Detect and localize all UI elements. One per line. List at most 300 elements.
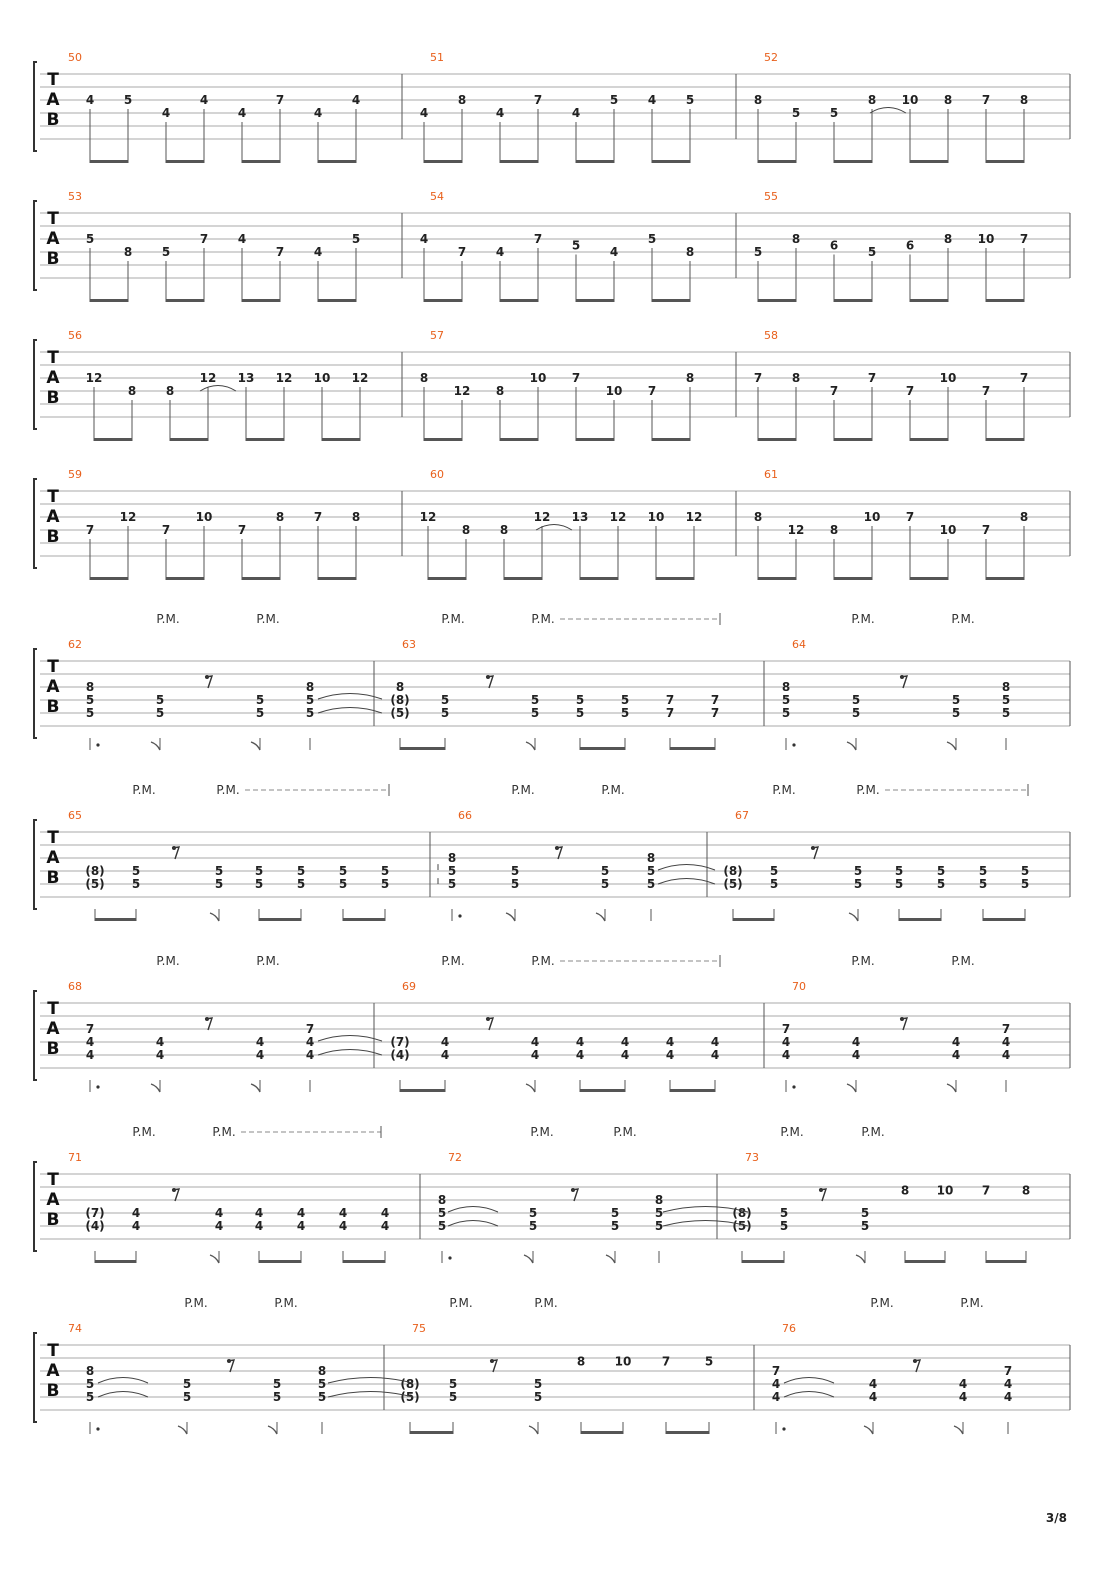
- fret-number: 7: [457, 245, 467, 259]
- fret-number: 5: [338, 864, 348, 878]
- tie-arc: [318, 708, 382, 714]
- fret-number: 5: [600, 877, 610, 891]
- fret-number: 7: [1019, 371, 1029, 385]
- fret-number: 7: [665, 706, 675, 720]
- fret-number: 4: [951, 1048, 961, 1062]
- note-beam: [758, 577, 796, 580]
- measure-number: 54: [430, 190, 444, 203]
- fret-number: 7: [829, 384, 839, 398]
- fret-number: (5): [85, 877, 105, 891]
- fret-number: 4: [1001, 1048, 1011, 1062]
- fret-number: 4: [571, 106, 581, 120]
- note-beam: [670, 747, 715, 750]
- fret-number: 5: [305, 693, 315, 707]
- fret-number: 10: [614, 1354, 632, 1369]
- fret-number: 5: [575, 693, 585, 707]
- system-bracket: [34, 62, 37, 151]
- fret-number: 4: [351, 93, 361, 107]
- palm-mute-marker: P.M.: [960, 1296, 984, 1310]
- fret-number: 8: [437, 1193, 447, 1207]
- tab-clef-letter: B: [46, 1210, 60, 1230]
- note-flag: [506, 913, 515, 921]
- fret-number: 4: [254, 1206, 264, 1220]
- fret-number: (4): [390, 1048, 410, 1062]
- fret-number: 5: [254, 864, 264, 878]
- fret-number: 5: [85, 1390, 95, 1404]
- note-beam: [652, 160, 690, 163]
- palm-mute-marker: P.M.: [530, 1125, 554, 1139]
- fret-number: 4: [237, 232, 247, 246]
- fret-number: 5: [791, 106, 801, 120]
- fret-number: 8: [447, 851, 457, 865]
- fret-number: 4: [338, 1219, 348, 1233]
- fret-number: 5: [440, 693, 450, 707]
- fret-number: 5: [214, 864, 224, 878]
- fret-number: 4: [255, 1035, 265, 1049]
- tab-clef-letter: T: [47, 999, 59, 1019]
- fret-number: 5: [646, 864, 656, 878]
- tie-arc: [870, 108, 906, 114]
- fret-number: 5: [317, 1390, 327, 1404]
- note-beam: [834, 577, 872, 580]
- palm-mute-marker: P.M.: [511, 783, 535, 797]
- dotted-note: [458, 914, 461, 917]
- fret-number: 4: [85, 1048, 95, 1062]
- fret-number: 4: [958, 1390, 968, 1404]
- palm-mute-marker: P.M.: [274, 1296, 298, 1310]
- note-beam: [986, 577, 1024, 580]
- note-beam: [343, 1260, 385, 1263]
- fret-number: 4: [609, 245, 619, 259]
- fret-number: 4: [1001, 1035, 1011, 1049]
- note-beam: [834, 438, 872, 441]
- fret-number: 4: [214, 1219, 224, 1233]
- note-beam: [166, 160, 204, 163]
- fret-number: 8: [753, 510, 763, 524]
- fret-number: 5: [528, 1206, 538, 1220]
- fret-number: 5: [620, 706, 630, 720]
- measure-number: 50: [68, 51, 82, 64]
- note-flag: [524, 1255, 533, 1263]
- palm-mute-marker: P.M.: [851, 954, 875, 968]
- fret-number: (5): [400, 1390, 420, 1404]
- fret-number: 10: [863, 510, 881, 524]
- note-beam: [576, 160, 614, 163]
- fret-number: 5: [317, 1377, 327, 1391]
- fret-number: 8: [791, 232, 801, 246]
- fret-number: 7: [665, 693, 675, 707]
- fret-number: (7): [390, 1035, 410, 1049]
- fret-number: 5: [272, 1377, 282, 1391]
- fret-number: (8): [400, 1377, 420, 1391]
- fret-number: 4: [85, 93, 95, 107]
- fret-number: 5: [161, 245, 171, 259]
- fret-number: 4: [575, 1048, 585, 1062]
- measure-number: 72: [448, 1151, 462, 1164]
- fret-number: 7: [661, 1354, 671, 1369]
- fret-number: 4: [620, 1035, 630, 1049]
- fret-number: 5: [437, 1219, 447, 1233]
- fret-number: 8: [305, 680, 315, 694]
- fret-number: 4: [237, 106, 247, 120]
- tab-clef-letter: B: [46, 110, 60, 130]
- fret-number: (5): [732, 1219, 752, 1233]
- note-beam: [318, 577, 356, 580]
- measure-number: 59: [68, 468, 82, 481]
- fret-number: 5: [978, 864, 988, 878]
- fret-number: 5: [769, 864, 779, 878]
- note-flag: [954, 1426, 963, 1434]
- fret-number: 10: [647, 510, 665, 524]
- note-beam: [500, 160, 538, 163]
- tab-clef-letter: T: [47, 1170, 59, 1190]
- fret-number: 4: [338, 1206, 348, 1220]
- fret-number: 5: [620, 693, 630, 707]
- fret-number: 5: [936, 864, 946, 878]
- note-beam: [742, 1260, 784, 1263]
- fret-number: 5: [85, 706, 95, 720]
- fret-number: 5: [155, 693, 165, 707]
- note-beam: [581, 1431, 623, 1434]
- fret-number: 7: [237, 523, 247, 537]
- palm-mute-marker: P.M.: [132, 1125, 156, 1139]
- fret-number: 5: [437, 1206, 447, 1220]
- fret-number: 6: [905, 238, 915, 253]
- fret-number: 7: [533, 232, 543, 246]
- dotted-note: [782, 1427, 785, 1430]
- fret-number: 5: [533, 1377, 543, 1391]
- fret-number: 4: [530, 1035, 540, 1049]
- note-beam: [910, 438, 948, 441]
- fret-number: 5: [530, 706, 540, 720]
- tab-clef-letter: A: [46, 1190, 60, 1210]
- system-bracket: [34, 1333, 37, 1422]
- fret-number: 12: [199, 371, 217, 385]
- fret-number: 8: [576, 1354, 586, 1369]
- fret-number: 4: [305, 1035, 315, 1049]
- fret-number: 12: [275, 371, 293, 385]
- tab-clef-letter: B: [46, 388, 60, 408]
- note-beam: [95, 918, 136, 921]
- fret-number: 4: [951, 1035, 961, 1049]
- palm-mute-marker: P.M.: [856, 783, 880, 797]
- fret-number: 5: [867, 245, 877, 259]
- fret-number: 5: [571, 238, 581, 253]
- note-beam: [910, 299, 948, 302]
- fret-number: 4: [131, 1206, 141, 1220]
- fret-number: (5): [723, 877, 743, 891]
- fret-number: 4: [199, 93, 209, 107]
- fret-number: 6: [829, 238, 839, 253]
- note-beam: [576, 299, 614, 302]
- note-flag: [596, 913, 605, 921]
- fret-number: 4: [575, 1035, 585, 1049]
- tab-clef-letter: T: [47, 348, 59, 368]
- fret-number: 4: [440, 1048, 450, 1062]
- fret-number: 4: [665, 1035, 675, 1049]
- fret-number: 5: [85, 693, 95, 707]
- note-flag: [947, 1084, 956, 1092]
- tie-arc: [98, 1392, 148, 1398]
- fret-number: 4: [313, 245, 323, 259]
- tab-clef-letter: T: [47, 487, 59, 507]
- fret-number: 5: [510, 864, 520, 878]
- tab-clef-letter: B: [46, 868, 60, 888]
- note-flag: [947, 742, 956, 750]
- fret-number: 8: [1001, 680, 1011, 694]
- note-beam: [424, 299, 462, 302]
- fret-number: 7: [275, 245, 285, 259]
- fret-number: 4: [868, 1377, 878, 1391]
- fret-number: 5: [214, 877, 224, 891]
- note-beam: [259, 1260, 301, 1263]
- fret-number: 5: [533, 1390, 543, 1404]
- tab-clef-letter: A: [46, 368, 60, 388]
- system-bracket: [34, 340, 37, 429]
- fret-number: 4: [419, 106, 429, 120]
- tab-clef-letter: T: [47, 209, 59, 229]
- fret-number: 8: [85, 1364, 95, 1378]
- fret-number: 5: [85, 232, 95, 246]
- page-number: 3/8: [1045, 1511, 1067, 1525]
- fret-number: 4: [419, 232, 429, 246]
- palm-mute-marker: P.M.: [449, 1296, 473, 1310]
- palm-mute-marker: P.M.: [531, 612, 555, 626]
- note-beam: [343, 918, 385, 921]
- palm-mute-marker: P.M.: [132, 783, 156, 797]
- fret-number: 8: [943, 232, 953, 246]
- note-flag: [849, 913, 858, 921]
- note-flag: [864, 1426, 873, 1434]
- tie-arc: [318, 1050, 382, 1056]
- fret-number: 4: [296, 1206, 306, 1220]
- fret-number: 5: [851, 693, 861, 707]
- tie-arc: [200, 386, 236, 392]
- fret-number: 8: [781, 680, 791, 694]
- fret-number: 4: [868, 1390, 878, 1404]
- fret-number: 5: [296, 864, 306, 878]
- measure-number: 71: [68, 1151, 82, 1164]
- fret-number: 5: [85, 1377, 95, 1391]
- system-bracket: [34, 991, 37, 1080]
- fret-number: 8: [829, 523, 839, 537]
- fret-number: 5: [1001, 706, 1011, 720]
- fret-number: 7: [647, 384, 657, 398]
- note-beam: [94, 438, 132, 441]
- note-beam: [428, 577, 466, 580]
- fret-number: 5: [131, 877, 141, 891]
- measure-number: 65: [68, 809, 82, 822]
- measure-number: 74: [68, 1322, 82, 1335]
- note-beam: [318, 299, 356, 302]
- fret-number: 10: [195, 510, 213, 524]
- note-beam: [834, 299, 872, 302]
- fret-number: 5: [1020, 864, 1030, 878]
- fret-number: 5: [296, 877, 306, 891]
- fret-number: 8: [867, 93, 877, 107]
- fret-number: 5: [829, 106, 839, 120]
- fret-number: 7: [199, 232, 209, 246]
- note-beam: [500, 438, 538, 441]
- fret-number: 10: [977, 232, 995, 246]
- fret-number: 5: [380, 877, 390, 891]
- system-bracket: [34, 479, 37, 568]
- dotted-note: [792, 1085, 795, 1088]
- note-beam: [834, 160, 872, 163]
- fret-number: 5: [936, 877, 946, 891]
- measure-number: 58: [764, 329, 778, 342]
- fret-number: 8: [499, 523, 509, 537]
- fret-number: 8: [317, 1364, 327, 1378]
- tab-clef-letter: T: [47, 70, 59, 90]
- fret-number: 5: [351, 232, 361, 246]
- fret-number: 5: [951, 693, 961, 707]
- measure-number: 73: [745, 1151, 759, 1164]
- palm-mute-marker: P.M.: [851, 612, 875, 626]
- fret-number: 4: [254, 1219, 264, 1233]
- note-beam: [666, 1431, 709, 1434]
- fret-number: 4: [781, 1035, 791, 1049]
- fret-number: 5: [753, 245, 763, 259]
- tab-clef-letter: A: [46, 1361, 60, 1381]
- palm-mute-marker: P.M.: [156, 954, 180, 968]
- fret-number: 7: [867, 371, 877, 385]
- fret-number: (8): [85, 864, 105, 878]
- measure-number: 53: [68, 190, 82, 203]
- fret-number: 4: [771, 1390, 781, 1404]
- note-beam: [986, 160, 1024, 163]
- fret-number: 5: [338, 877, 348, 891]
- fret-number: 8: [123, 245, 133, 259]
- fret-number: 5: [646, 877, 656, 891]
- note-beam: [652, 299, 690, 302]
- tie-arc: [658, 879, 715, 885]
- tie-arc: [448, 1207, 498, 1213]
- palm-mute-marker: P.M.: [780, 1125, 804, 1139]
- fret-number: 4: [647, 93, 657, 107]
- fret-number: 5: [254, 877, 264, 891]
- note-beam: [580, 747, 625, 750]
- note-beam: [318, 160, 356, 163]
- fret-number: 10: [901, 93, 919, 107]
- fret-number: 4: [710, 1048, 720, 1062]
- fret-number: 5: [894, 864, 904, 878]
- fret-number: 8: [1021, 1183, 1031, 1198]
- fret-number: 8: [943, 93, 953, 107]
- palm-mute-marker: P.M.: [870, 1296, 894, 1310]
- fret-number: 7: [85, 1022, 95, 1036]
- note-beam: [983, 918, 1025, 921]
- fret-number: 5: [769, 877, 779, 891]
- fret-number: (8): [732, 1206, 752, 1220]
- fret-number: 4: [620, 1048, 630, 1062]
- fret-number: 5: [575, 706, 585, 720]
- note-beam: [166, 577, 204, 580]
- fret-number: 7: [275, 93, 285, 107]
- fret-number: 7: [981, 523, 991, 537]
- note-beam: [90, 160, 128, 163]
- measure-number: 63: [402, 638, 416, 651]
- fret-number: 4: [161, 106, 171, 120]
- fret-number: 4: [85, 1035, 95, 1049]
- note-flag: [251, 742, 260, 750]
- fret-number: 5: [255, 706, 265, 720]
- tab-clef-letter: A: [46, 677, 60, 697]
- fret-number: 8: [457, 93, 467, 107]
- dotted-note: [96, 743, 99, 746]
- fret-number: 5: [951, 706, 961, 720]
- fret-number: 8: [395, 680, 405, 694]
- measure-number: 68: [68, 980, 82, 993]
- fret-number: 8: [419, 371, 429, 385]
- measure-number: 60: [430, 468, 444, 481]
- note-beam: [576, 438, 614, 441]
- fret-number: 4: [665, 1048, 675, 1062]
- fret-number: 8: [495, 384, 505, 398]
- tab-clef-letter: A: [46, 1019, 60, 1039]
- note-beam: [656, 577, 694, 580]
- note-beam: [424, 438, 462, 441]
- palm-mute-marker: P.M.: [534, 1296, 558, 1310]
- tab-clef-letter: A: [46, 848, 60, 868]
- fret-number: 4: [781, 1048, 791, 1062]
- note-beam: [246, 438, 284, 441]
- fret-number: 4: [530, 1048, 540, 1062]
- fret-number: 7: [981, 384, 991, 398]
- palm-mute-marker: P.M.: [212, 1125, 236, 1139]
- fret-number: 5: [1020, 877, 1030, 891]
- fret-number: 12: [787, 523, 805, 537]
- fret-number: 7: [85, 523, 95, 537]
- measure-number: 75: [412, 1322, 426, 1335]
- fret-number: 8: [753, 93, 763, 107]
- note-beam: [424, 160, 462, 163]
- fret-number: 7: [753, 371, 763, 385]
- fret-number: 4: [851, 1035, 861, 1049]
- tab-clef-letter: B: [46, 1381, 60, 1401]
- tab-clef-letter: B: [46, 697, 60, 717]
- measure-number: 69: [402, 980, 416, 993]
- fret-number: 7: [905, 384, 915, 398]
- note-flag: [251, 1084, 260, 1092]
- fret-number: 8: [791, 371, 801, 385]
- tie-arc: [658, 865, 715, 871]
- note-flag: [210, 1255, 219, 1263]
- fret-number: 8: [654, 1193, 664, 1207]
- note-beam: [986, 1260, 1026, 1263]
- fret-number: 5: [781, 706, 791, 720]
- note-beam: [986, 299, 1024, 302]
- fret-number: (7): [85, 1206, 105, 1220]
- fret-number: 4: [255, 1048, 265, 1062]
- fret-number: (8): [390, 693, 410, 707]
- fret-number: 12: [533, 510, 551, 524]
- fret-number: 5: [600, 864, 610, 878]
- note-flag: [151, 742, 160, 750]
- palm-mute-marker: P.M.: [531, 954, 555, 968]
- fret-number: 7: [1019, 232, 1029, 246]
- measure-number: 61: [764, 468, 778, 481]
- measure-number: 52: [764, 51, 778, 64]
- tie-arc: [784, 1392, 834, 1398]
- note-beam: [899, 918, 941, 921]
- fret-number: 5: [610, 1219, 620, 1233]
- measure-number: 62: [68, 638, 82, 651]
- fret-number: 4: [296, 1219, 306, 1233]
- fret-number: 5: [448, 1377, 458, 1391]
- fret-number: 5: [779, 1219, 789, 1233]
- fret-number: 12: [85, 371, 103, 385]
